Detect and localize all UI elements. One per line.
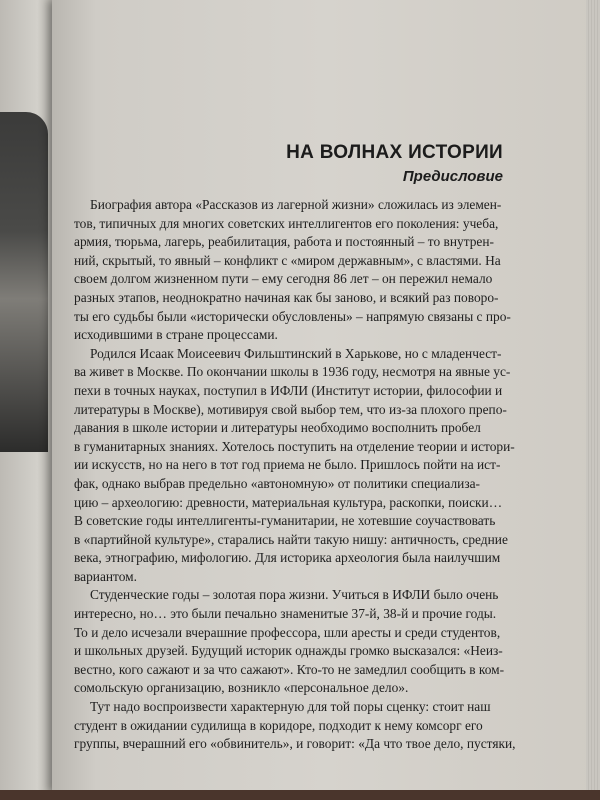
- text-line: Родился Исаак Моисеевич Фильштинский в Харькове, но с младенчест-: [90, 345, 502, 361]
- text-line: армия, тюрьма, лагерь, реабилитация, работа и постоянный – то внутрен-: [74, 234, 494, 250]
- body-text: [74, 196, 516, 754]
- chapter-subtitle: Предисловие: [402, 168, 503, 185]
- text-line: в гуманитарных знаниях. Хотелось поступить на отделение теории и истори-: [74, 438, 515, 454]
- text-line: литературы в Москве), мотивируя свой выбор тем, что из-за плохого препо-: [74, 401, 507, 417]
- text-line: тов, типичных для многих советских интеллигентов его поколения: учеба,: [74, 215, 499, 231]
- text-line: своем долгом жизненном пути – ему сегодня 86 лет – он пережил немало: [74, 271, 493, 287]
- text-line: в «партийной культуре», старались найти такую нишу: античность, средние: [74, 531, 508, 547]
- text-line: ты его судьбы были «исторически обусловлены» – напрямую связаны с про-: [74, 308, 511, 324]
- text-line: разных этапов, неоднократно начиная как бы заново, и всякий раз поворо-: [74, 289, 499, 305]
- text-line: студент в ожидании судилища в коридоре, подходит к нему комсорг его: [74, 717, 483, 733]
- text-line: В советские годы интеллигенты-гуманитарии, не хотевшие соучаствовать: [74, 513, 496, 529]
- text-line: Биография автора «Рассказов из лагерной жизни» сложилась из элемен-: [90, 197, 502, 212]
- text-line: ии искусств, но на него в тот год приема не было. Пришлось пойти на ист-: [74, 457, 501, 473]
- chapter-title: НА ВОЛНАХ ИСТОРИИ: [286, 142, 503, 163]
- text-line: исходившими в стране процессами.: [74, 327, 278, 343]
- text-line: века, этнографию, мифологию. Для историка археология была наилучшим: [74, 550, 501, 566]
- text-line: сомольскую организацию, возникло «персональное дело».: [74, 680, 409, 696]
- text-line: Студенческие годы – золотая пора жизни. Учиться в ИФЛИ было очень: [90, 587, 499, 603]
- text-line: фак, однако выбрав предельно «автономную» от политики специализа-: [74, 475, 481, 491]
- chapter-heading: [250, 142, 503, 185]
- text-line: вестно, кого сажают и за что сажают». Кто-то не замедлил сообщить в ком-: [74, 661, 505, 677]
- text-line: Тут надо воспроизвести характерную для той поры сценку: стоит наш: [90, 699, 491, 715]
- left-page-photo: [0, 112, 48, 452]
- text-line: То и дело исчезали вчерашние профессора, шли аресты и среди студентов,: [74, 624, 501, 640]
- text-line: и школьных друзей. Будущий историк однажды громко высказался: «Неиз-: [74, 643, 503, 659]
- text-line: цию – археологию: древности, материальная культура, раскопки, поиски…: [74, 494, 503, 510]
- text-line: пехи в точных науках, поступил в ИФЛИ (Институт истории, философии и: [74, 382, 503, 398]
- table-surface: [0, 790, 600, 800]
- text-line: вариантом.: [74, 568, 137, 584]
- text-line: ва живет в Москве. По окончании школы в 1936 году, несмотря на явные ус-: [74, 364, 511, 380]
- page-edge: [586, 0, 600, 792]
- text-line: интересно, но… это были печально знаменитые 37-й, 38-й и прочие годы.: [74, 606, 497, 622]
- text-line: ний, скрытый, то явный – конфликт с «миром державным», с властями. На: [74, 252, 501, 268]
- text-line: давания в школе истории и литературы необходимо восполнить пробел: [74, 420, 481, 436]
- text-line: группы, вчерашний его «обвинитель», и говорит: «Да что твое дело, пустяки,: [74, 736, 516, 752]
